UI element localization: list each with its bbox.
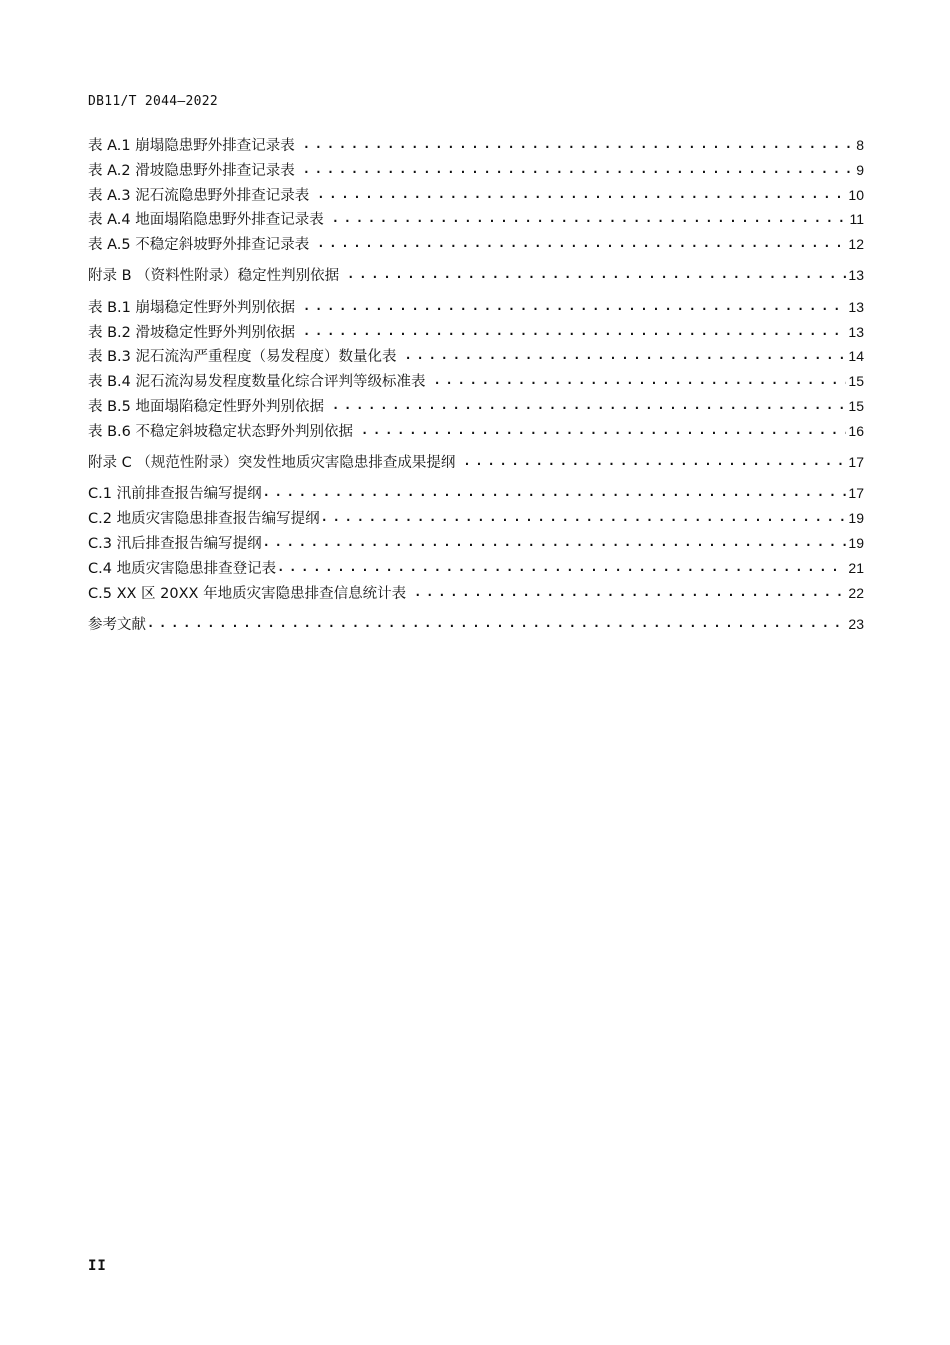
toc-entry-label: C.3 汛后排查报告编写提纲 [88,535,262,552]
toc-entry-label: 表 A.4 地面塌陷隐患野外排查记录表 [88,212,324,229]
toc-entry-page-number: 13 [848,298,864,315]
toc-entry[interactable] [88,296,864,321]
toc-dot-leader [317,235,846,250]
toc-entry[interactable] [88,507,864,532]
toc-entry[interactable] [88,613,864,638]
toc-entry-label: 表 A.3 泥石流隐患野外排查记录表 [88,187,310,204]
toc-entry[interactable] [88,184,864,209]
toc-entry-page-number: 10 [848,186,864,203]
toc-entry[interactable] [88,264,864,289]
toc-dot-leader [332,210,848,225]
toc-dot-leader [361,421,846,436]
toc-entry[interactable] [88,345,864,370]
toc-entry-page-number: 11 [849,211,864,228]
toc-dot-leader [321,509,847,524]
toc-entry[interactable] [88,395,864,420]
toc-entry-page-number: 14 [848,348,864,365]
toc-entry-label: 表 A.1 崩塌隐患野外排查记录表 [88,138,295,154]
toc-entry[interactable] [88,321,864,346]
toc-entry[interactable] [88,420,864,445]
toc-entry[interactable] [88,159,864,184]
toc-entry-page-number: 9 [856,161,864,178]
toc-entry-label: C.1 汛前排查报告编写提纲 [88,486,262,503]
toc-entry-label: C.2 地质灾害隐患排查报告编写提纲 [88,511,320,528]
toc-entry-page-number: 15 [848,397,864,414]
toc-dot-leader [303,160,854,175]
toc-entry-label: 附录 B （资料性附录）稳定性判别依据 [88,268,340,285]
toc-dot-leader [303,136,854,151]
toc-entry-page-number: 17 [848,485,864,502]
toc-entry-page-number: 22 [848,584,864,601]
toc-dot-leader [147,614,846,629]
toc-entry-page-number: 12 [848,236,864,253]
table-of-contents [88,134,864,638]
toc-entry-page-number: 16 [848,422,864,439]
toc-dot-leader [332,396,846,411]
toc-entry-label: 表 A.2 滑坡隐患野外排查记录表 [88,162,295,179]
toc-entry-page-number: 13 [848,267,864,284]
toc-entry-label: C.4 地质灾害隐患排查登记表 [88,560,277,577]
toc-dot-leader [405,347,847,362]
toc-entry-page-number: 23 [848,615,864,632]
toc-dot-leader [263,533,847,548]
toc-entry[interactable] [88,532,864,557]
toc-entry[interactable] [88,233,864,258]
toc-dot-leader [317,185,846,200]
toc-entry-label: 表 B.6 不稳定斜坡稳定状态野外判别依据 [88,423,353,440]
toc-entry-label: 参考文献 [88,616,146,633]
toc-entry-label: 表 B.1 崩塌稳定性野外判别依据 [88,299,295,316]
toc-entry[interactable] [88,557,864,582]
toc-entry-label: 表 B.4 泥石流沟易发程度数量化综合评判等级标准表 [88,374,426,391]
toc-entry[interactable] [88,482,864,507]
toc-dot-leader [303,297,846,312]
toc-entry-page-number: 13 [848,323,864,340]
toc-entry-label: 表 B.5 地面塌陷稳定性野外判别依据 [88,398,324,415]
toc-entry-page-number: 21 [848,559,864,576]
toc-entry-page-number: 17 [848,454,864,471]
page-number: II [88,1258,107,1274]
toc-dot-leader [263,484,847,499]
toc-entry-label: 附录 C （规范性附录）突发性地质灾害隐患排查成果提纲 [88,455,456,472]
toc-dot-leader [463,453,846,468]
toc-entry-page-number: 19 [848,510,864,527]
toc-entry-label: C.5 XX 区 20XX 年地质灾害隐患排查信息统计表 [88,585,407,602]
toc-dot-leader [434,372,847,387]
toc-entry[interactable] [88,370,864,395]
toc-entry-page-number: 15 [848,373,864,390]
toc-entry-label: 表 B.3 泥石流沟严重程度（易发程度）数量化表 [88,349,397,366]
toc-entry-label: 表 B.2 滑坡稳定性野外判别依据 [88,324,295,341]
toc-entry[interactable] [88,208,864,233]
toc-entry-label: 表 A.5 不稳定斜坡野外排查记录表 [88,237,310,254]
toc-entry-page-number: 8 [856,137,864,153]
toc-dot-leader [277,558,846,573]
toc-entry[interactable] [88,134,864,159]
toc-dot-leader [414,583,846,598]
document-code-header: DB11/T 2044—2022 [88,94,219,109]
toc-entry[interactable] [88,582,864,607]
toc-entry[interactable] [88,451,864,476]
toc-entry-page-number: 19 [848,534,864,551]
toc-dot-leader [347,266,846,281]
toc-dot-leader [303,322,846,337]
